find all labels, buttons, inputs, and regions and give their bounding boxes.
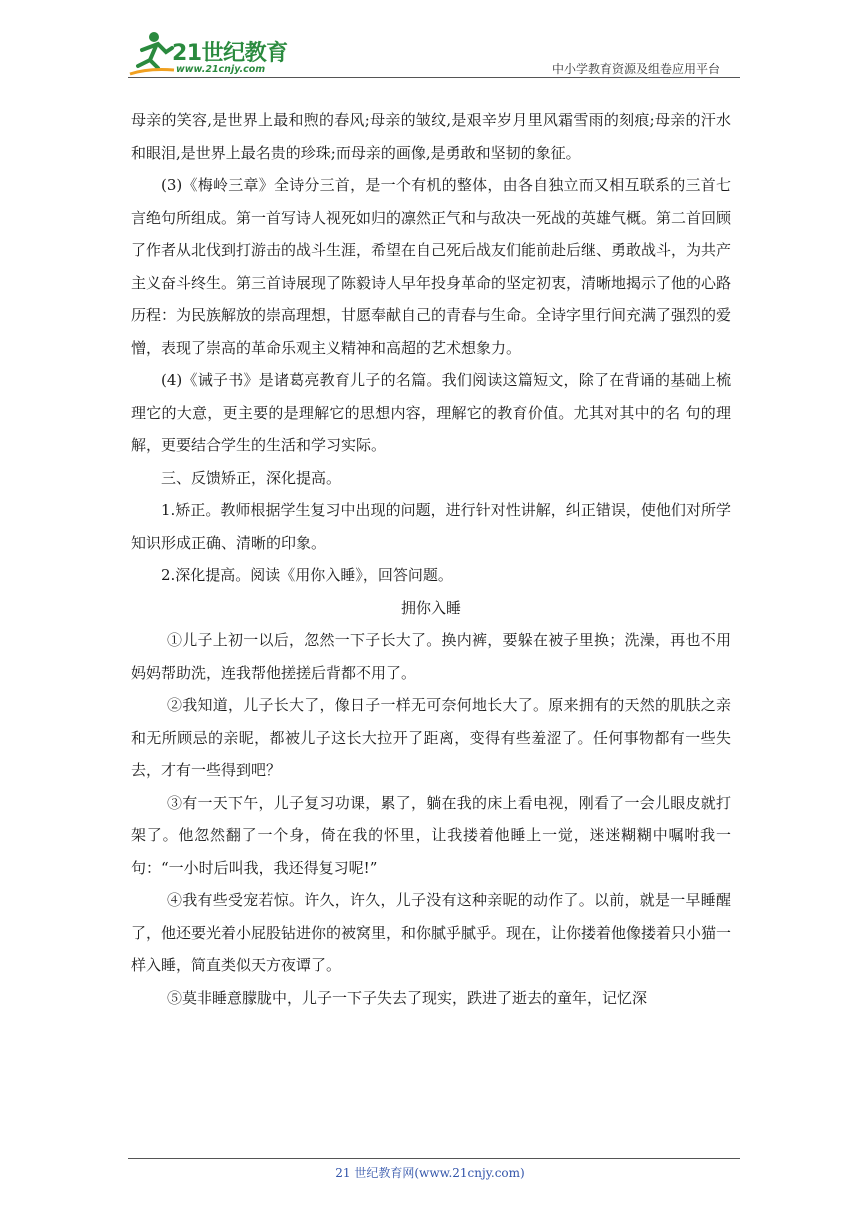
document-body [131,104,731,1014]
paragraph: 1.矫正。教师根据学生复习中出现的问题，进行针对性讲解，纠正错误，使他们对所学知识形成正确、清晰的印象。 [131,501,731,552]
logo [128,30,298,78]
essay-paragraph: ⑤莫非睡意朦胧中，儿子一下子失去了现实，跌进了逝去的童年，记忆深 [167,988,648,1007]
runner-logo-icon [128,30,178,76]
essay-title: 拥你入睡 [400,598,461,617]
section-heading: 三、反馈矫正，深化提高。 [161,468,342,487]
essay-paragraph: ③有一天下午，儿子复习功课，累了，躺在我的床上看电视，刚看了一会儿眼皮就打架了。他忽然翻了一个身，倚在我的怀里，让我搂着他睡上一觉，迷迷糊糊中嘱咐我一句：“一小时后叫我，我还得复习呢!” [131,793,731,877]
platform-name: 中小学教育资源及组卷应用平台 [551,62,720,76]
header-divider [128,77,740,78]
logo-url: www.21cnjy.com [176,64,266,75]
essay-paragraph: ②我知道，儿子长大了，像日子一样无可奈何地长大了。原来拥有的天然的肌肤之亲和无所顾忌的亲昵，都被儿子这长大拉开了距离，变得有些羞涩了。任何事物都有一些失去，才有一些得到吧？ [131,696,731,779]
paragraph: 母亲的笑容,是世界上最和煦的春风;母亲的皱纹,是艰辛岁月里风霜雪雨的刻痕;母亲的汗水和眼泪,是世界上最名贵的珍珠;而母亲的画像,是勇敢和坚韧的象征。 [131,111,731,162]
essay-paragraph: ①儿子上初一以后，忽然一下子长大了。换内裤，要躲在被子里换；洗澡，再也不用妈妈帮助洗，连我帮他搓搓后背都不用了。 [131,631,731,682]
essay-paragraph: ④我有些受宠若惊。许久，许久，儿子没有这种亲昵的动作了。以前，就是一早睡醒了，他还要光着小屁股钻进你的被窝里，和你腻乎腻乎。现在，让你搂着他像搂着只小猫一样入睡，简直类似天方夜谭了。 [131,891,732,974]
logo-text: 21世纪教育 [172,41,288,66]
paragraph: (3)《梅岭三章》全诗分三首，是一个有机的整体，由各自独立而又相互联系的三首七言绝句所组成。第一首写诗人视死如归的凛然正气和与敌决一死战的英雄气概。第二首回顾了作者从北伐到打游击的战斗生涯，希望在自己死后战友们能前赴后继、勇敢战斗，为共产主义奋斗终生。第三首诗展现了陈毅诗人早年投身革命的坚定初衷，清晰地揭示了他的心路历程：为民族解放的崇高理想，甘愿奉献自己的青春与生命。全诗字里行间充满了强烈的爱憎，表现了崇高的革命乐观主义精神和高超的艺术想象力。 [131,176,732,357]
footer-divider [128,1158,740,1159]
page-header [128,30,740,82]
paragraph: (4)《诫子书》是诸葛亮教育儿子的名篇。我们阅读这篇短文，除了在背诵的基础上梳理它的大意，更主要的是理解它的思想内容，理解它的教育价值。尤其对其中的名 句的理解，更要结合学生的生活和学习实际。 [131,371,731,454]
page-footer: 21 世纪教育网(www.21cnjy.com) [335,1166,525,1180]
paragraph: 2.深化提高。阅读《用你入睡》，回答问题。 [161,566,453,584]
